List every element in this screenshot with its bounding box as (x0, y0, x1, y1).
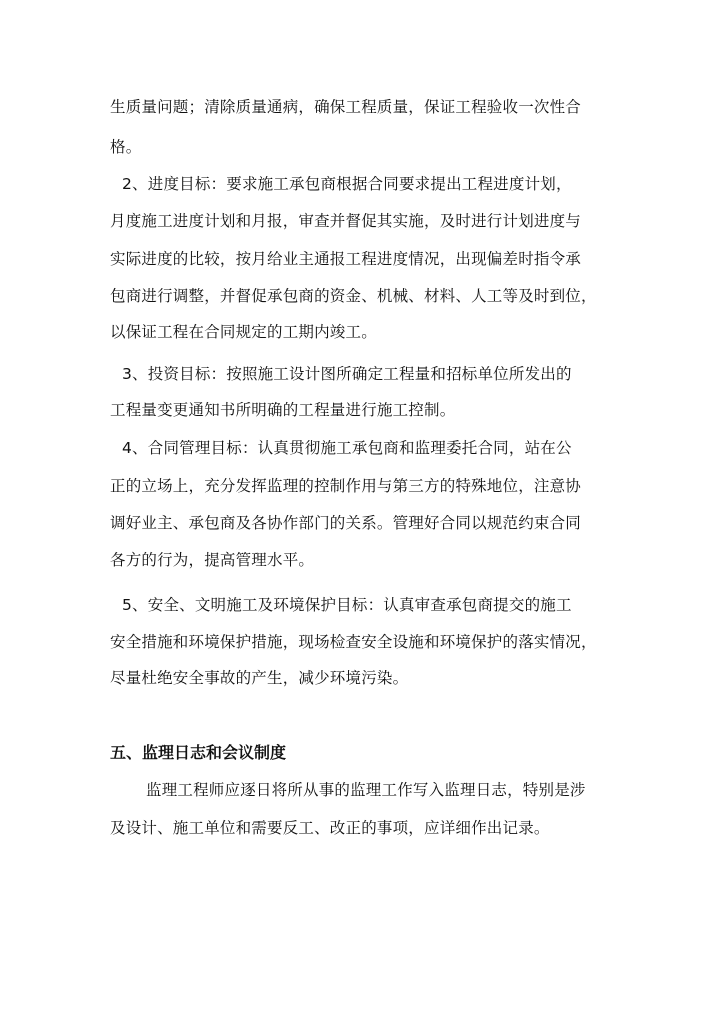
text-line: 5、安全、文明施工及环境保护目标：认真审查承包商提交的施工 (122, 596, 572, 614)
text-line: 各方的行为，提高管理水平。 (110, 551, 315, 569)
text-line: 以保证工程在合同规定的工期内竣工。 (110, 323, 377, 341)
text-line: 及设计、施工单位和需要反工、改正的事项，应详细作出记录。 (110, 819, 550, 837)
text-line: 月度施工进度计划和月报，审查并督促其实施，及时进行计划进度与 (110, 212, 582, 230)
text-line: 2、进度目标：要求施工承包商根据合同要求提出工程进度计划， (122, 175, 572, 193)
text-line: 包商进行调整，并督促承包商的资金、机械、材料、人工等及时到位， (110, 287, 597, 305)
section-heading: 五、监理日志和会议制度 (110, 743, 287, 762)
text-line: 4、合同管理目标：认真贯彻施工承包商和监理委托合同，站在公 (122, 439, 572, 457)
text-line: 正的立场上，充分发挥监理的控制作用与第三方的特殊地位，注意协 (110, 477, 582, 495)
text-line: 尽量杜绝安全事故的产生，减少环境污染。 (110, 669, 409, 687)
text-line: 生质量问题；清除质量通病，确保工程质量，保证工程验收一次性合 (110, 98, 582, 116)
text-line: 工程量变更通知书所明确的工程量进行施工控制。 (110, 401, 456, 419)
text-line: 安全措施和环境保护措施，现场检查安全设施和环境保护的落实情况， (110, 633, 597, 651)
text-line: 格。 (110, 138, 142, 156)
text-line: 实际进度的比较，按月给业主通报工程进度情况，出现偏差时指令承 (110, 250, 582, 268)
text-line: 3、投资目标：按照施工设计图所确定工程量和招标单位所发出的 (122, 365, 572, 383)
text-line: 监理工程师应逐日将所从事的监理工作写入监理日志，特别是涉 (146, 781, 586, 799)
text-line: 调好业主、承包商及各协作部门的关系。管理好合同以规范约束合同 (110, 514, 582, 532)
